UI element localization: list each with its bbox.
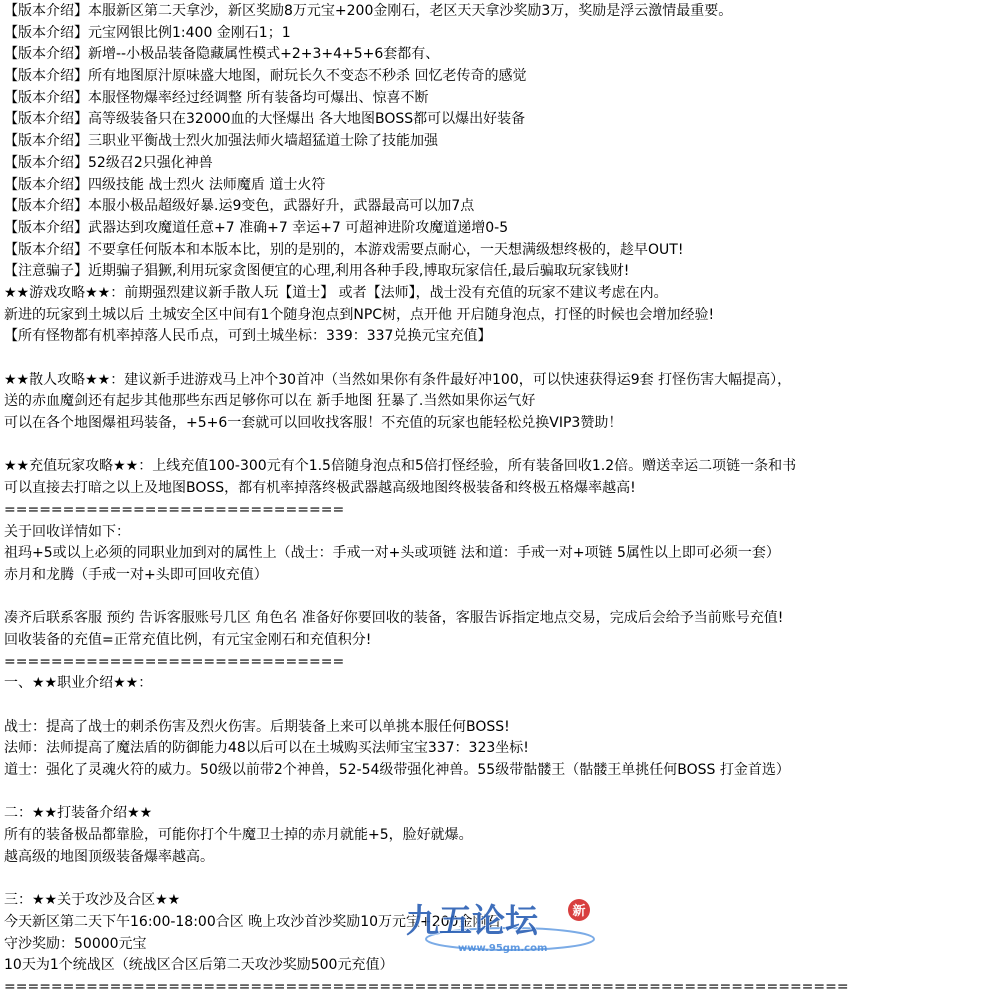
- text-line: 新进的玩家到土城以后 土城安全区中间有1个随身泡点到NPC树，点开他 开启随身泡点，打怪的时候也会增加经验!: [4, 306, 715, 323]
- text-line: 【版本介绍】不要拿任何版本和本版本比，别的是别的，本游戏需要点耐心，一天想满级想终极的，趁早OUT!: [4, 241, 684, 258]
- text-line: 关于回收详情如下：: [4, 523, 130, 540]
- watermark-url: www.95gm.com: [458, 943, 548, 954]
- watermark-badge-text: 新: [572, 904, 586, 919]
- text-line: 【版本介绍】所有地图原汁原味盛大地图，耐玩长久不变态不秒杀 回忆老传奇的感觉: [4, 68, 527, 85]
- text-line: 守沙奖励：50000元宝: [4, 935, 147, 952]
- text-line: 【版本介绍】本服怪物爆率经过经调整 所有装备均可爆出、惊喜不断: [4, 89, 429, 106]
- text-line: 10天为1个统战区（统战区合区后第二天攻沙奖励500元充值）: [4, 957, 394, 974]
- text-line: 可以在各个地图爆祖玛装备，+5+6一套就可以回收找客服！不充值的玩家也能轻松兑换VIP3赞助！: [4, 415, 623, 432]
- text-line: ★★游戏攻略★★：前期强烈建议新手散人玩【道士】 或者【法师】，战士没有充值的玩家不建议考虑在内。: [4, 284, 668, 301]
- blank-line: [4, 869, 984, 891]
- text-line: 【版本介绍】本服小极品超级好暴.运9变色，武器好升，武器最高可以加7点: [4, 198, 475, 215]
- text-line: ★★散人攻略★★：建议新手进游戏马上冲个30首冲（当然如果你有条件最好冲100，可以快速获得运9套 打怪伤害大幅提高），: [4, 371, 792, 388]
- text-line: 【版本介绍】三职业平衡战士烈火加强法师火墙超猛道士除了技能加强: [4, 133, 438, 150]
- text-line: =============================: [4, 501, 345, 518]
- text-line: ★★充值玩家攻略★★：上线充值100-300元有个1.5倍随身泡点和5倍打怪经验，所有装备回收1.2倍。赠送幸运二项链一条和书: [4, 458, 797, 475]
- text-line: 战士：提高了战士的刺杀伤害及烈火伤害。后期装备上来可以单挑本服任何BOSS!: [4, 718, 510, 735]
- text-line: 【版本介绍】新增--小极品装备隐藏属性模式+2+3+4+5+6套都有、: [4, 46, 440, 63]
- text-line: 三：★★关于攻沙及合区★★: [4, 892, 181, 909]
- blank-line: [4, 695, 984, 717]
- text-line: 今天新区第二天下午16:00-18:00合区 晚上攻沙首沙奖励10万元宝+200金刚石: [4, 913, 501, 930]
- text-line: 【版本介绍】武器达到攻魔道任意+7 准确+7 幸运+7 可超神进阶攻魔道递增0-5: [4, 219, 509, 236]
- text-line: 【版本介绍】52级召2只强化神兽: [4, 154, 213, 171]
- text-line: 凑齐后联系客服 预约 告诉客服账号几区 角色名 准备好你要回收的装备，客服告诉指定地点交易，完成后会给予当前账号充值!: [4, 610, 784, 627]
- text-line: 【所有怪物都有机率掉落人民币点，可到土城坐标：339：337兑换元宝充值】: [4, 328, 492, 345]
- text-line: 回收装备的充值=正常充值比例，有元宝金刚石和充值积分!: [4, 631, 372, 648]
- text-line: 所有的装备极品都靠脸，可能你打个牛魔卫士掉的赤月就能+5，脸好就爆。: [4, 827, 473, 844]
- blank-line: [4, 782, 984, 804]
- text-line: 可以直接去打暗之以上及地图BOSS，都有机率掉落终极武器越高级地图终极装备和终极五格爆率越高!: [4, 480, 636, 497]
- watermark-logo-text: 九五论坛: [406, 901, 538, 940]
- text-line: =============================: [4, 653, 345, 670]
- text-line: 祖玛+5或以上必须的同职业加到对的属性上（战士：手戒一对+头或项链 法和道：手戒一对+项链 5属性以上即可必须一套）: [4, 545, 780, 562]
- text-line: 【版本介绍】元宝网银比例1:400 金刚石1；1: [4, 24, 291, 41]
- text-line: 二：★★打装备介绍★★: [4, 805, 153, 822]
- text-line: 送的赤血魔剑还有起步其他那些东西足够你可以在 新手地图 狂暴了.当然如果你运气好: [4, 393, 536, 410]
- text-line: 赤月和龙腾（手戒一对+头即可回收充值）: [4, 566, 268, 583]
- watermark-logo: [398, 896, 596, 958]
- text-line: 越高级的地图顶级装备爆率越高。: [4, 848, 214, 865]
- text-line: 法师：法师提高了魔法盾的防御能力48以后可以在土城购买法师宝宝337：323坐标!: [4, 740, 529, 757]
- text-line: ========================================================================: [4, 978, 849, 995]
- text-line: 【版本介绍】高等级装备只在32000血的大怪爆出 各大地图BOSS都可以爆出好装备: [4, 111, 526, 128]
- text-line: 【注意骗子】近期骗子猖獗,利用玩家贪图便宜的心理,利用各种手段,博取玩家信任,最后骗取玩家钱财!: [4, 263, 630, 280]
- text-line: 【版本介绍】本服新区第二天拿沙，新区奖励8万元宝+200金刚石，老区天天拿沙奖励3万，奖励是浮云激情最重要。: [4, 3, 733, 19]
- text-line: 一、★★职业介绍★★：: [4, 675, 153, 692]
- blank-line: [4, 348, 984, 370]
- blank-line: [4, 435, 984, 457]
- document-body: [4, 1, 984, 999]
- text-line: 【版本介绍】四级技能 战士烈火 法师魔盾 道士火符: [4, 176, 326, 193]
- text-line: 道士：强化了灵魂火符的威力。50级以前带2个神兽，52-54级带强化神兽。55级带骷髅王（骷髅王单挑任何BOSS 打金首选）: [4, 762, 790, 779]
- blank-line: [4, 587, 984, 609]
